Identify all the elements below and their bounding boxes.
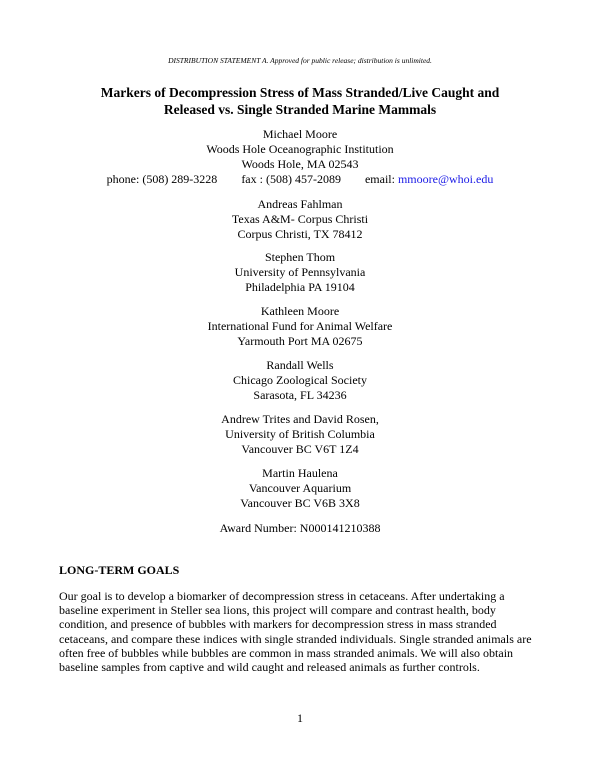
author-affiliation: Woods Hole Oceanographic Institution (206, 142, 394, 156)
title-line-1: Markers of Decompression Stress of Mass Stranded/Live Caught and (100, 85, 500, 100)
fax-number: fax : (508) 457-2089 (241, 172, 341, 186)
author-address: Philadelphia PA 19104 (245, 280, 355, 294)
author-name: Andrew Trites and David Rosen, (221, 412, 379, 426)
author-affiliation: University of British Columbia (225, 427, 375, 441)
contact-line (0, 172, 600, 187)
author-block-7 (0, 466, 600, 511)
author-affiliation: Vancouver Aquarium (248, 481, 352, 495)
email-label: email: (364, 172, 395, 186)
author-affiliation: Texas A&M- Corpus Christi (231, 212, 369, 226)
author-block-4 (0, 304, 600, 349)
award-number: Award Number: N000141210388 (219, 521, 381, 535)
author-address: Yarmouth Port MA 02675 (237, 334, 363, 348)
paper-title (60, 84, 540, 118)
author-affiliation: Chicago Zoological Society (233, 373, 367, 387)
email-link[interactable]: mmoore@whoi.edu (397, 172, 494, 186)
author-address: Woods Hole, MA 02543 (241, 157, 359, 171)
author-block-5 (0, 358, 600, 403)
author-name: Kathleen Moore (260, 304, 340, 318)
author-affiliation: University of Pennsylvania (234, 265, 366, 279)
page-number: 1 (297, 711, 303, 725)
author-name: Michael Moore (262, 127, 338, 141)
author-block-6 (0, 412, 600, 457)
author-block-1 (0, 127, 600, 187)
author-block-2 (0, 197, 600, 242)
author-name: Stephen Thom (264, 250, 336, 264)
author-affiliation: International Fund for Animal Welfare (207, 319, 393, 333)
author-address: Vancouver BC V6B 3X8 (240, 496, 360, 510)
author-name: Randall Wells (266, 358, 334, 372)
author-address: Sarasota, FL 34236 (253, 388, 347, 402)
author-name: Martin Haulena (262, 466, 338, 480)
title-line-2: Released vs. Single Stranded Marine Mammals (163, 102, 437, 117)
phone-number: phone: (508) 289-3228 (106, 172, 218, 186)
author-address: Corpus Christi, TX 78412 (237, 227, 363, 241)
author-name: Andreas Fahlman (257, 197, 343, 211)
section-heading-long-term-goals: LONG-TERM GOALS (59, 563, 180, 577)
author-address: Vancouver BC V6T 1Z4 (241, 442, 359, 456)
distribution-statement: DISTRIBUTION STATEMENT A. Approved for public release; distribution is unlimited. (168, 56, 432, 65)
author-block-3 (0, 250, 600, 295)
body-paragraph: Our goal is to develop a biomarker of decompression stress in cetaceans. After undertaking a baseline experiment in Steller sea lions, this project will compare and contrast health, body condition, and presence of bubbles with markers for decompression stress in mass stranded cetaceans, and compare these indices with single stranded individuals. Single stranded animals are often free of bubbles while bubbles are common in mass stranded animals. We will also obtain baseline samples from captive and wild caught and released animals as further controls. (59, 589, 532, 675)
